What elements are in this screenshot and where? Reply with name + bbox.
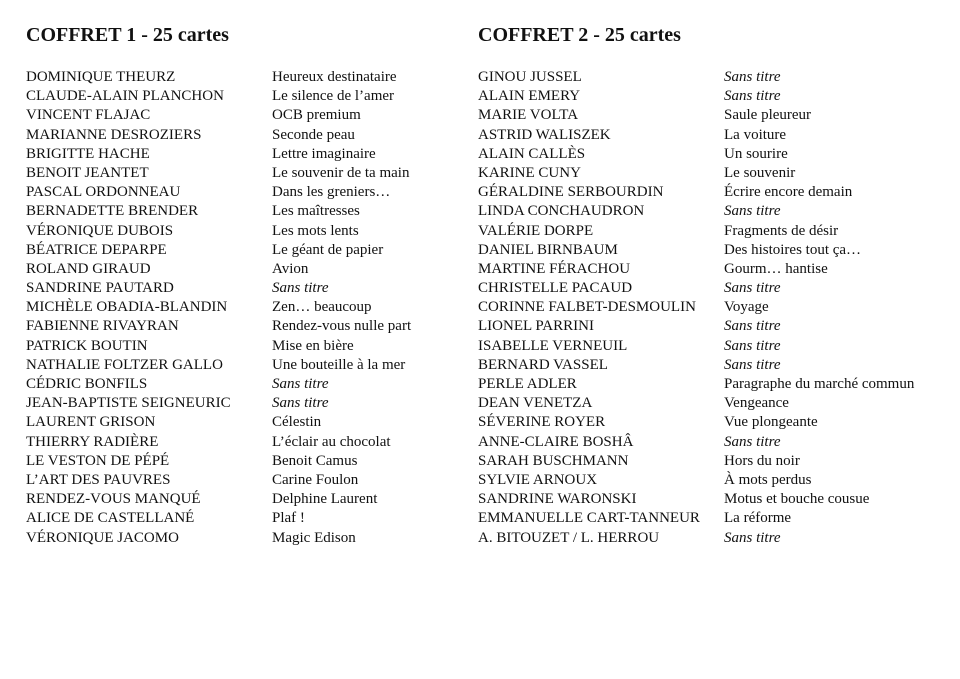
list-item — [478, 356, 948, 375]
list-item — [26, 413, 456, 432]
list-item — [478, 490, 948, 509]
list-item — [26, 452, 456, 471]
work-title: Les mots lents — [272, 222, 359, 239]
author-name: SANDRINE PAUTARD — [26, 280, 174, 297]
work-title: Le géant de papier — [272, 241, 384, 258]
author-name: LAURENT GRISON — [26, 414, 156, 431]
author-name: VÉRONIQUE DUBOIS — [26, 222, 174, 239]
author-name: FABIENNE RIVAYRAN — [26, 318, 179, 335]
author-name: BENOIT JEANTET — [26, 164, 149, 181]
author-name: LE VESTON DE PÉPÉ — [26, 452, 170, 469]
author-name: ALICE DE CASTELLANÉ — [26, 510, 195, 527]
list-item — [478, 375, 948, 394]
list-item — [26, 202, 456, 221]
list-item — [26, 529, 456, 548]
author-name: SARAH BUSCHMANN — [478, 452, 629, 469]
list-item — [478, 471, 948, 490]
list-item — [478, 87, 948, 106]
work-title: Sans titre — [272, 376, 329, 392]
list-item — [478, 183, 948, 202]
work-title: Benoit Camus — [272, 452, 358, 469]
author-name: BERNARD VASSEL — [478, 356, 608, 373]
work-title: Sans titre — [724, 318, 781, 335]
author-name: MARIE VOLTA — [478, 107, 579, 124]
list-item — [26, 490, 456, 509]
list-item — [478, 394, 948, 413]
list-item — [26, 279, 456, 298]
list-item — [478, 241, 948, 260]
work-title: Motus et bouche cousue — [724, 491, 870, 508]
list-item — [478, 337, 948, 356]
list-item — [26, 433, 456, 452]
work-title: Heureux destinataire — [272, 69, 397, 85]
author-name: THIERRY RADIÈRE — [26, 433, 159, 450]
author-name: RENDEZ-VOUS MANQUÉ — [26, 491, 201, 508]
work-title: Le souvenir — [724, 164, 796, 181]
list-item — [26, 394, 456, 413]
work-title: Dans les greniers… — [272, 184, 391, 201]
list-item — [478, 68, 948, 87]
list-item — [478, 279, 948, 298]
list-item — [478, 452, 948, 471]
work-title: L’éclair au chocolat — [272, 433, 391, 450]
author-name: L’ART DES PAUVRES — [26, 471, 171, 488]
work-title: À mots perdus — [724, 471, 812, 488]
list-item — [26, 260, 456, 279]
author-name: DOMINIQUE THEURZ — [26, 69, 176, 85]
work-title: La voiture — [724, 126, 787, 143]
author-name: MARTINE FÉRACHOU — [478, 260, 631, 277]
list-item — [26, 164, 456, 183]
work-title: Mise en bière — [272, 337, 354, 354]
list-item — [26, 471, 456, 490]
work-title: Sans titre — [724, 433, 781, 450]
coffret-2-title: COFFRET 2 - 25 cartes — [478, 24, 681, 46]
author-name: SÉVERINE ROYER — [478, 414, 606, 431]
work-title: Rendez-vous nulle part — [272, 318, 412, 335]
list-item — [478, 529, 948, 548]
work-title: Vue plongeante — [724, 414, 818, 431]
work-title: Sans titre — [724, 337, 781, 354]
list-item — [478, 106, 948, 125]
list-item — [26, 337, 456, 356]
work-title: Sans titre — [724, 88, 781, 105]
work-title: Sans titre — [272, 395, 329, 412]
work-title: Avion — [272, 260, 309, 277]
author-name: PATRICK BOUTIN — [26, 337, 148, 354]
list-item — [478, 413, 948, 432]
list-item — [478, 509, 948, 528]
work-title: Célestin — [272, 414, 322, 431]
list-item — [26, 298, 456, 317]
coffret-1-title: COFFRET 1 - 25 cartes — [26, 24, 229, 46]
author-name: NATHALIE FOLTZER GALLO — [26, 356, 223, 373]
author-name: DEAN VENETZA — [478, 395, 593, 412]
author-name: DANIEL BIRNBAUM — [478, 241, 618, 258]
list-item — [26, 145, 456, 164]
author-name: JEAN-BAPTISTE SEIGNEURIC — [26, 395, 231, 412]
author-name: PERLE ADLER — [478, 376, 577, 392]
list-item — [26, 317, 456, 336]
work-title: Voyage — [724, 299, 769, 316]
list-item — [478, 298, 948, 317]
work-title: Les maîtresses — [272, 203, 360, 220]
list-item — [26, 126, 456, 145]
author-name: MARIANNE DESROZIERS — [26, 126, 202, 143]
author-name: ISABELLE VERNEUIL — [478, 337, 628, 354]
author-name: CHRISTELLE PACAUD — [478, 280, 633, 297]
author-name: VINCENT FLAJAC — [26, 107, 151, 124]
work-title: Zen… beaucoup — [272, 299, 372, 316]
work-title: Un sourire — [724, 145, 788, 162]
author-name: ANNE-CLAIRE BOSHÂ — [478, 433, 634, 450]
list-item — [26, 183, 456, 202]
author-name: GÉRALDINE SERBOURDIN — [478, 184, 664, 201]
author-name: BERNADETTE BRENDER — [26, 203, 199, 220]
work-title: Sans titre — [724, 356, 781, 373]
work-title: Lettre imaginaire — [272, 145, 376, 162]
list-item — [26, 356, 456, 375]
author-name: ASTRID WALISZEK — [478, 126, 611, 143]
author-name: LIONEL PARRINI — [478, 318, 594, 335]
work-title: Magic Edison — [272, 529, 356, 546]
list-item — [26, 106, 456, 125]
work-title: OCB premium — [272, 107, 361, 124]
work-title: Delphine Laurent — [272, 491, 378, 508]
work-title: Sans titre — [724, 529, 781, 546]
author-name: BRIGITTE HACHE — [26, 145, 150, 162]
work-title: Sans titre — [724, 69, 781, 85]
list-item — [478, 317, 948, 336]
work-title: Hors du noir — [724, 452, 800, 469]
work-title: Seconde peau — [272, 126, 355, 143]
author-name: CÉDRIC BONFILS — [26, 376, 148, 392]
list-item — [26, 509, 456, 528]
work-title: Le souvenir de ta main — [272, 164, 410, 181]
work-title: Écrire encore demain — [724, 184, 853, 201]
author-name: GINOU JUSSEL — [478, 69, 582, 85]
list-item — [478, 222, 948, 241]
work-title: Paragraphe du marché commun — [724, 376, 915, 392]
work-title: La réforme — [724, 510, 792, 527]
work-title: Vengeance — [724, 395, 789, 412]
list-item — [26, 68, 456, 87]
author-name: CLAUDE-ALAIN PLANCHON — [26, 88, 224, 105]
list-item — [478, 126, 948, 145]
list-item — [478, 433, 948, 452]
coffret-2-list — [478, 68, 948, 548]
author-name: SANDRINE WARONSKI — [478, 491, 637, 508]
coffret-1-list — [26, 68, 456, 548]
coffret-1-section — [26, 22, 456, 548]
author-name: A. BITOUZET / L. HERROU — [478, 529, 660, 546]
list-item — [26, 87, 456, 106]
list-item — [478, 260, 948, 279]
author-name: ALAIN CALLÈS — [478, 145, 586, 162]
author-name: BÉATRICE DEPARPE — [26, 241, 167, 258]
author-name: LINDA CONCHAUDRON — [478, 203, 645, 220]
work-title: Sans titre — [724, 280, 781, 297]
work-title: Saule pleureur — [724, 107, 812, 124]
author-name: KARINE CUNY — [478, 164, 581, 181]
work-title: Fragments de désir — [724, 222, 839, 239]
list-item — [478, 202, 948, 221]
work-title: Une bouteille à la mer — [272, 356, 406, 373]
work-title: Le silence de l’amer — [272, 88, 395, 105]
work-title: Carine Foulon — [272, 471, 359, 488]
work-title: Plaf ! — [272, 510, 305, 527]
author-name: CORINNE FALBET-DESMOULIN — [478, 299, 696, 316]
work-title: Des histoires tout ça… — [724, 241, 862, 258]
list-item — [26, 241, 456, 260]
work-title: Sans titre — [272, 280, 329, 297]
list-item — [478, 145, 948, 164]
author-name: ROLAND GIRAUD — [26, 260, 151, 277]
author-name: MICHÈLE OBADIA-BLANDIN — [26, 299, 228, 316]
author-name: PASCAL ORDONNEAU — [26, 184, 181, 201]
author-name: VÉRONIQUE JACOMO — [26, 529, 179, 546]
author-name: VALÉRIE DORPE — [478, 222, 594, 239]
list-item — [26, 222, 456, 241]
author-name: EMMANUELLE CART-TANNEUR — [478, 510, 700, 527]
list-item — [478, 164, 948, 183]
work-title: Gourm… hantise — [724, 260, 828, 277]
author-name: ALAIN EMERY — [478, 88, 581, 105]
author-name: SYLVIE ARNOUX — [478, 471, 598, 488]
list-item — [26, 375, 456, 394]
coffret-2-section — [478, 22, 948, 548]
work-title: Sans titre — [724, 203, 781, 220]
